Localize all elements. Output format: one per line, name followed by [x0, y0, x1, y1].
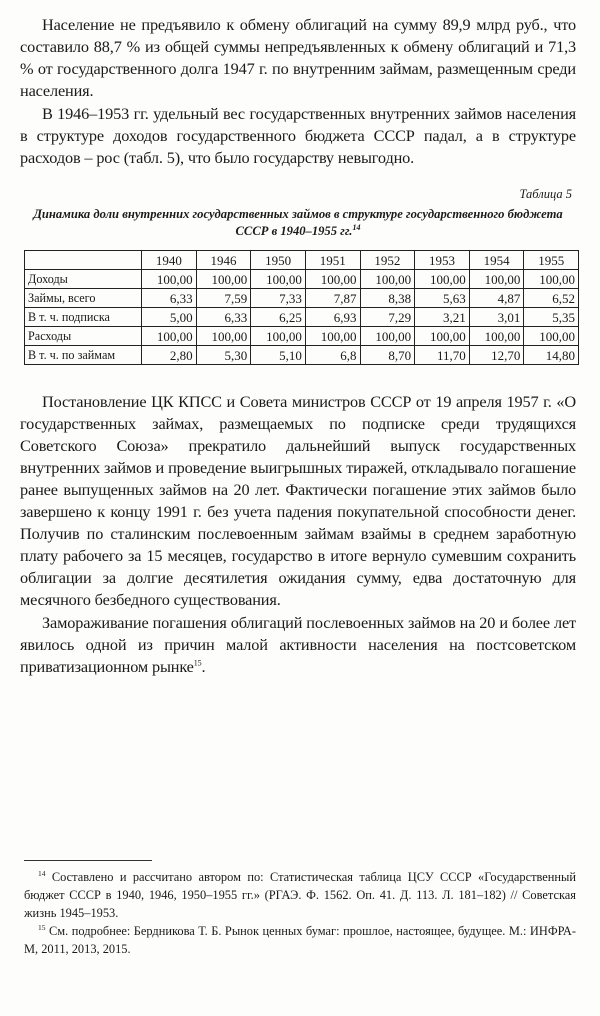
table-cell: 4,87 [469, 289, 524, 308]
table-cell: 5,63 [415, 289, 470, 308]
table-caption: Таблица 5 [519, 187, 572, 201]
table-row [25, 346, 579, 365]
table-cell: 3,01 [469, 308, 524, 327]
table-cell: 6,33 [196, 308, 251, 327]
row-label: Доходы [25, 270, 142, 289]
table-cell: 7,59 [196, 289, 251, 308]
table-cell: 5,10 [251, 346, 306, 365]
year-header: 1954 [469, 251, 524, 270]
footnote-14 [24, 868, 576, 922]
table-cell: 6,93 [305, 308, 360, 327]
table-cell: 5,35 [524, 308, 579, 327]
footnote-ref-14: 14 [352, 222, 361, 232]
paragraph-2: В 1946–1953 гг. удельный вес государственных внутренних займов населения в структуре доходов государственного бюджета СССР падал, а в структуре расходов – рос (табл. 5), что было государству невыгодно. [20, 104, 576, 167]
table-cell: 100,00 [524, 270, 579, 289]
paragraph-1: Население не предъявило к обмену облигаций на сумму 89,9 млрд руб., что составило 88,7 % из общей суммы непредъявленных к обмену облигаций и 71,3 % от государственного долга 1947 г. по внутренним займам, размещенным среди населения. [20, 15, 576, 100]
table-cell: 100,00 [469, 270, 524, 289]
year-header: 1953 [415, 251, 470, 270]
year-header: 1951 [305, 251, 360, 270]
footnote-15 [24, 922, 576, 958]
footnote-text: См. подробнее: Бердникова Т. Б. Рынок ценных бумаг: прошлое, настоящее, будущее. М.: ИНФРА-М, 2011, 2013, 2015. [24, 924, 576, 956]
year-header: 1940 [142, 251, 197, 270]
table-header-row [25, 251, 579, 270]
table-cell: 14,80 [524, 346, 579, 365]
table-cell: 5,00 [142, 308, 197, 327]
table-cell: 100,00 [251, 270, 306, 289]
table-cell: 100,00 [415, 270, 470, 289]
table-cell: 6,8 [305, 346, 360, 365]
table-row [25, 289, 579, 308]
table-cell: 100,00 [142, 327, 197, 346]
table-cell: 11,70 [415, 346, 470, 365]
table-cell: 3,21 [415, 308, 470, 327]
table-cell: 6,52 [524, 289, 579, 308]
row-label: В т. ч. по займам [25, 346, 142, 365]
year-header: 1952 [360, 251, 415, 270]
table-title [20, 206, 576, 240]
paragraph-4-end: . [201, 657, 206, 676]
table-cell: 100,00 [142, 270, 197, 289]
table-cell: 100,00 [196, 270, 251, 289]
table-cell: 100,00 [469, 327, 524, 346]
paragraph-4-text: Замораживание погашения облигаций послевоенных займов на 20 и более лет явилось одной из причин малой активности населения на постсоветском приватизационном рынке [20, 613, 576, 676]
table-cell: 2,80 [142, 346, 197, 365]
table-cell: 6,33 [142, 289, 197, 308]
paragraph-4 [20, 612, 576, 678]
body-text-after-table [20, 391, 576, 678]
table-cell: 100,00 [360, 270, 415, 289]
table-title-text: Динамика доли внутренних государственных займов в структуре государственного бюджета СССР в 1940–1955 гг. [33, 207, 563, 238]
table-cell: 100,00 [305, 327, 360, 346]
table-cell: 100,00 [196, 327, 251, 346]
budget-table [24, 250, 579, 365]
table-row [25, 270, 579, 289]
table-cell: 100,00 [251, 327, 306, 346]
paragraph-3: Постановление ЦК КПСС и Совета министров СССР от 19 апреля 1957 г. «О государственных займах, размещаемых по подписке среди трудящихся Советского Союза» прекратило дальнейший выпуск государственных внутренних займов и проведение выигрышных тиражей, откладывало погашение ранее выпущенных займов на 20 лет. Фактически погашение этих займов было завершено к концу 1991 г. без учета падения покупательной способности денег. Получив по сталинским послевоенным займам взаймы в среднем заработную плату рабочего за 15 месяцев, государство в итоге вернуло сумевшим сохранить облигации за долгие десятилетия ожидания сумму, едва достаточную для месячного безбедного существования. [20, 392, 576, 609]
book-page [20, 14, 576, 678]
footnote-number: 14 [38, 868, 46, 878]
year-header: 1955 [524, 251, 579, 270]
table-cell: 8,38 [360, 289, 415, 308]
table-cell: 6,25 [251, 308, 306, 327]
footnote-number: 15 [38, 922, 46, 932]
table-corner-cell [25, 251, 142, 270]
year-header: 1950 [251, 251, 306, 270]
row-label: Займы, всего [25, 289, 142, 308]
table-row [25, 327, 579, 346]
table-cell: 100,00 [305, 270, 360, 289]
year-header: 1946 [196, 251, 251, 270]
table-cell: 100,00 [524, 327, 579, 346]
table-cell: 5,30 [196, 346, 251, 365]
table-cell: 100,00 [360, 327, 415, 346]
footnote-divider [24, 860, 152, 861]
table-cell: 12,70 [469, 346, 524, 365]
table-cell: 8,70 [360, 346, 415, 365]
footnotes [24, 868, 576, 958]
row-label: В т. ч. подписка [25, 308, 142, 327]
table-row [25, 308, 579, 327]
table-cell: 7,33 [251, 289, 306, 308]
table-cell: 100,00 [415, 327, 470, 346]
table-cell: 7,29 [360, 308, 415, 327]
row-label: Расходы [25, 327, 142, 346]
table-cell: 7,87 [305, 289, 360, 308]
footnote-ref-15: 15 [193, 658, 202, 668]
footnote-text: Составлено и рассчитано автором по: Статистическая таблица ЦСУ СССР «Государственный бюджет СССР в 1940, 1946, 1950–1955 гг.» (РГАЭ. Ф. 1562. Оп. 41. Д. 113. Л. 181–182) // Советская жизнь 1945–1953. [24, 870, 576, 920]
